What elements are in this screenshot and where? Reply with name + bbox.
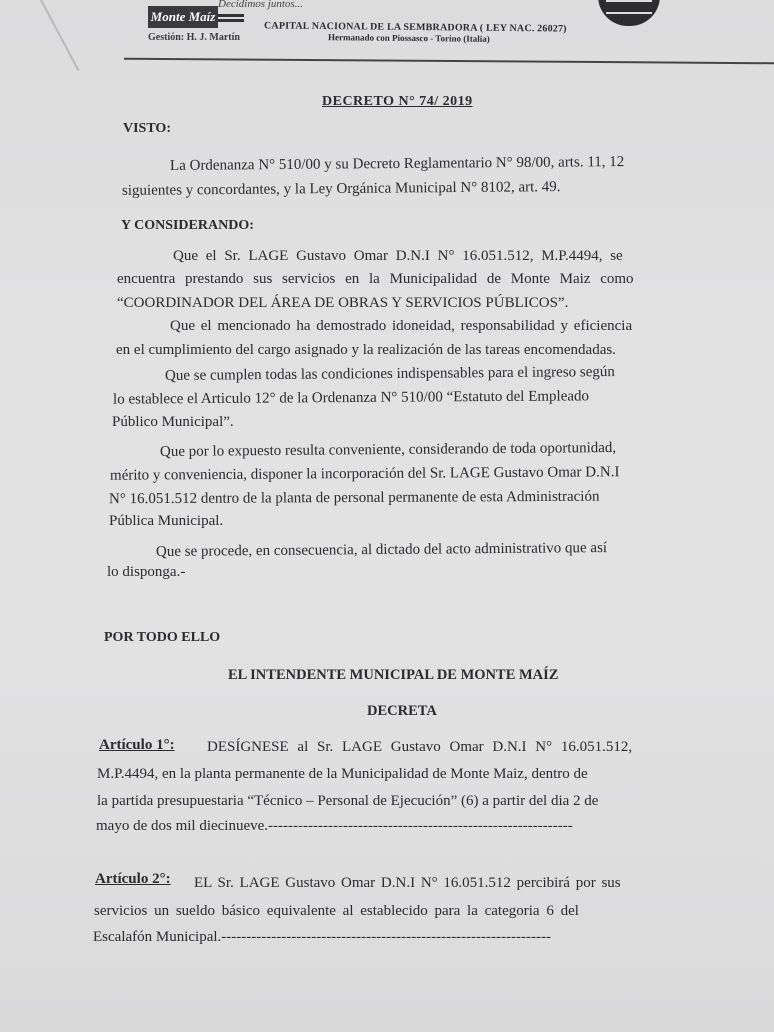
- considerando-line: Público Municipal”.: [112, 414, 234, 430]
- considerando-line: Que se cumplen todas las condiciones indispensables para el ingreso según: [164, 364, 615, 384]
- visto-line: La Ordenanza N° 510/00 y su Decreto Reglamentario N° 98/00, arts. 11, 12: [169, 154, 625, 174]
- decreta-heading: DECRETA: [367, 703, 437, 719]
- considerando-line: Que el Sr. LAGE Gustavo Omar D.N.I N° 16.051.512, M.P.4494, se: [173, 248, 623, 264]
- visto-heading: VISTO:: [123, 121, 171, 136]
- article-2-line: EL Sr. LAGE Gustavo Omar D.N.I N° 16.051.512 percibirá por sus: [194, 875, 621, 891]
- article-2-line: servicios un sueldo básico equivalente al establecido para la categoria 6 del: [94, 903, 579, 919]
- paper-fold: [40, 0, 79, 71]
- decree-title: DECRETO N° 74/ 2019: [322, 94, 473, 109]
- article-1-line: la partida presupuestaria “Técnico – Personal de Ejecución” (6) a partir del dia 2 de: [97, 793, 599, 809]
- article-1-line: DESÍGNESE al Sr. LAGE Gustavo Omar D.N.I N° 16.051.512,: [207, 739, 633, 755]
- considerando-line: en el cumplimiento del cargo asignado y la realización de las tareas encomendadas.: [116, 342, 616, 358]
- article-2-line: Escalafón Municipal.------------------------------------------------------------------: [93, 929, 551, 945]
- por-todo-heading: POR TODO ELLO: [104, 630, 221, 645]
- considerando-line: “COORDINADOR DEL ÁREA DE OBRAS Y SERVICIOS PÚBLICOS”.: [117, 295, 569, 311]
- article-2-label: Artículo 2°:: [95, 871, 171, 887]
- letterhead: [140, 0, 774, 60]
- municipal-shield-icon: [598, 0, 660, 26]
- considerando-line: Pública Municipal.: [109, 513, 224, 529]
- considerando-line: lo establece el Articulo 12° de la Ordenanza N° 510/00 “Estatuto del Empleado: [112, 388, 590, 408]
- intendente-heading: EL INTENDENTE MUNICIPAL DE MONTE MAÍZ: [228, 667, 559, 683]
- visto-line: siguientes y concordantes, y la Ley Orgánica Municipal N° 8102, art. 49.: [121, 179, 561, 199]
- considerando-line: Que por lo expuesto resulta conveniente, considerando de toda oportunidad,: [159, 440, 617, 460]
- considerando-line: lo disponga.-: [107, 564, 186, 580]
- article-1-line: M.P.4494, en la planta permanente de la Municipalidad de Monte Maiz, dentro de: [97, 766, 588, 782]
- considerando-line: N° 16.051.512 dentro de la planta de personal permanente de esta Administración: [108, 488, 600, 508]
- logo-bars-icon: [218, 14, 244, 24]
- hermanado-label: Hermanado con Piossasco - Torino (Italia): [327, 32, 490, 44]
- logo-motto: Decidimos juntos...: [218, 0, 303, 10]
- article-1-label: Artículo 1°:: [99, 737, 175, 753]
- considerando-heading: Y CONSIDERANDO:: [121, 218, 254, 233]
- considerando-line: Que el mencionado ha demostrado idoneidad, responsabilidad y eficiencia: [170, 318, 633, 334]
- article-1-line: mayo de dos mil diecinueve.-------------------------------------------------------------: [96, 818, 573, 834]
- considerando-line: encuentra prestando sus servicios en la Municipalidad de Monte Maiz como: [117, 271, 634, 287]
- considerando-line: mérito y conveniencia, disponer la incorporación del Sr. LAGE Gustavo Omar D.N.I: [109, 464, 620, 484]
- gestion-label: Gestión: H. J. Martín: [148, 32, 240, 43]
- monte-maiz-logo: Monte Maíz: [148, 6, 218, 28]
- capital-label: CAPITAL NACIONAL DE LA SEMBRADORA ( LEY NAC. 26027): [263, 20, 567, 35]
- considerando-line: Que se procede, en consecuencia, al dictado del acto administrativo que así: [155, 540, 608, 560]
